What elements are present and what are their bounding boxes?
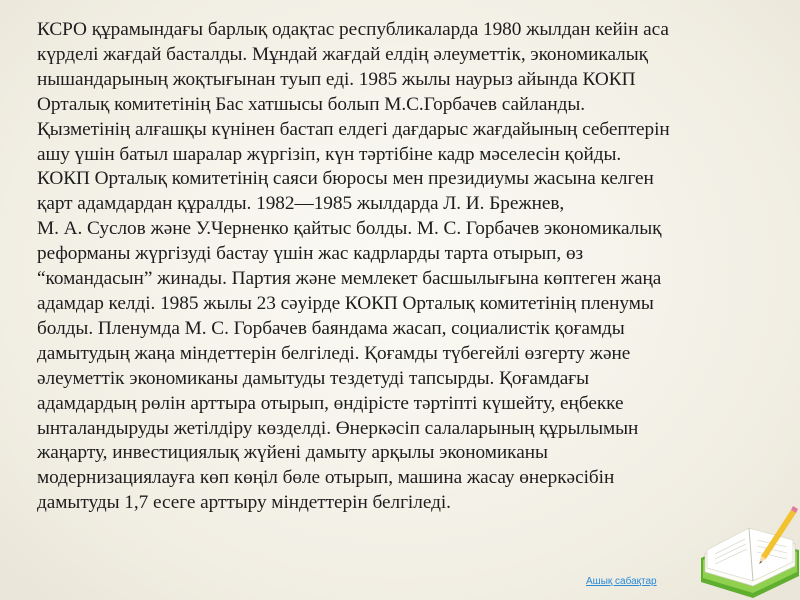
text-line: адамдардың рөлін арттыра отырып, өндірісте тәртіпті күшейту, еңбекке xyxy=(37,392,624,414)
text-line: реформаны жүргізуді бастау үшін жас кадрларды тарта отырып, өз xyxy=(37,243,584,265)
open-book-icon xyxy=(695,480,800,600)
text-line: дамытудың жаңа міндеттерін белгіледі. Қоғамды түбегейлі өзгерту және xyxy=(37,342,631,364)
text-line: КОКП Орталық комитетінің саяси бюросы мен президиумы жасына келген xyxy=(37,168,654,190)
body-text xyxy=(37,18,765,516)
footer-link[interactable]: Ашық сабақтар xyxy=(586,576,657,587)
text-line: әлеуметтік экономиканы дамытуды тездетуді тапсырды. Қоғамдағы xyxy=(37,367,590,389)
text-line: ынталандыруды жетілдіру көзделді. Өнеркәсіп салаларының құрылымын xyxy=(37,417,639,439)
text-line: болды. Пленумда М. С. Горбачев баяндама жасап, социалистік қоғамды xyxy=(37,317,625,339)
text-line: қарт адамдардан құралды. 1982—1985 жылдарда Л. И. Брежнев, xyxy=(37,193,565,215)
text-line: М. А. Суслов және У.Черненко қайтыс болды. М. С. Горбачев экономикалық xyxy=(37,218,662,240)
text-line: нышандарының жоқтығынан туып еді. 1985 жылы наурыз айында КОКП xyxy=(37,68,636,90)
text-line: “командасын” жинады. Партия және мемлекет басшылығына көптеген жаңа xyxy=(37,268,662,290)
text-line: ашу үшін батыл шаралар жүргізіп, күн тәртібіне кадр мәселесін қойды. xyxy=(37,143,622,165)
text-line: Қызметінің алғашқы күнінен бастап елдегі дағдарыс жағдайының себептерін xyxy=(37,118,670,140)
text-line: жаңарту, инвестициялық жүйені дамыту арқылы экономиканы xyxy=(37,442,548,464)
text-line: күрделі жағдай басталды. Мұндай жағдай елдің әлеуметтік, экономикалық xyxy=(37,43,648,65)
text-line: адамдар келді. 1985 жылы 23 сәуірде КОКП Орталық комитетінің пленумы xyxy=(37,292,654,314)
text-line: дамытуды 1,7 есеге арттыру міндеттерін белгіледі. xyxy=(37,492,451,514)
text-line: Орталық комитетінің Бас хатшысы болып М.С.Горбачев сайланды. xyxy=(37,93,586,115)
text-line: модернизациялауға көп көңіл бөле отырып, машина жасау өнеркәсібін xyxy=(37,467,615,489)
text-line: КСРО құрамындағы барлық одақтас республикаларда 1980 жылдан кейін аса xyxy=(37,19,669,40)
